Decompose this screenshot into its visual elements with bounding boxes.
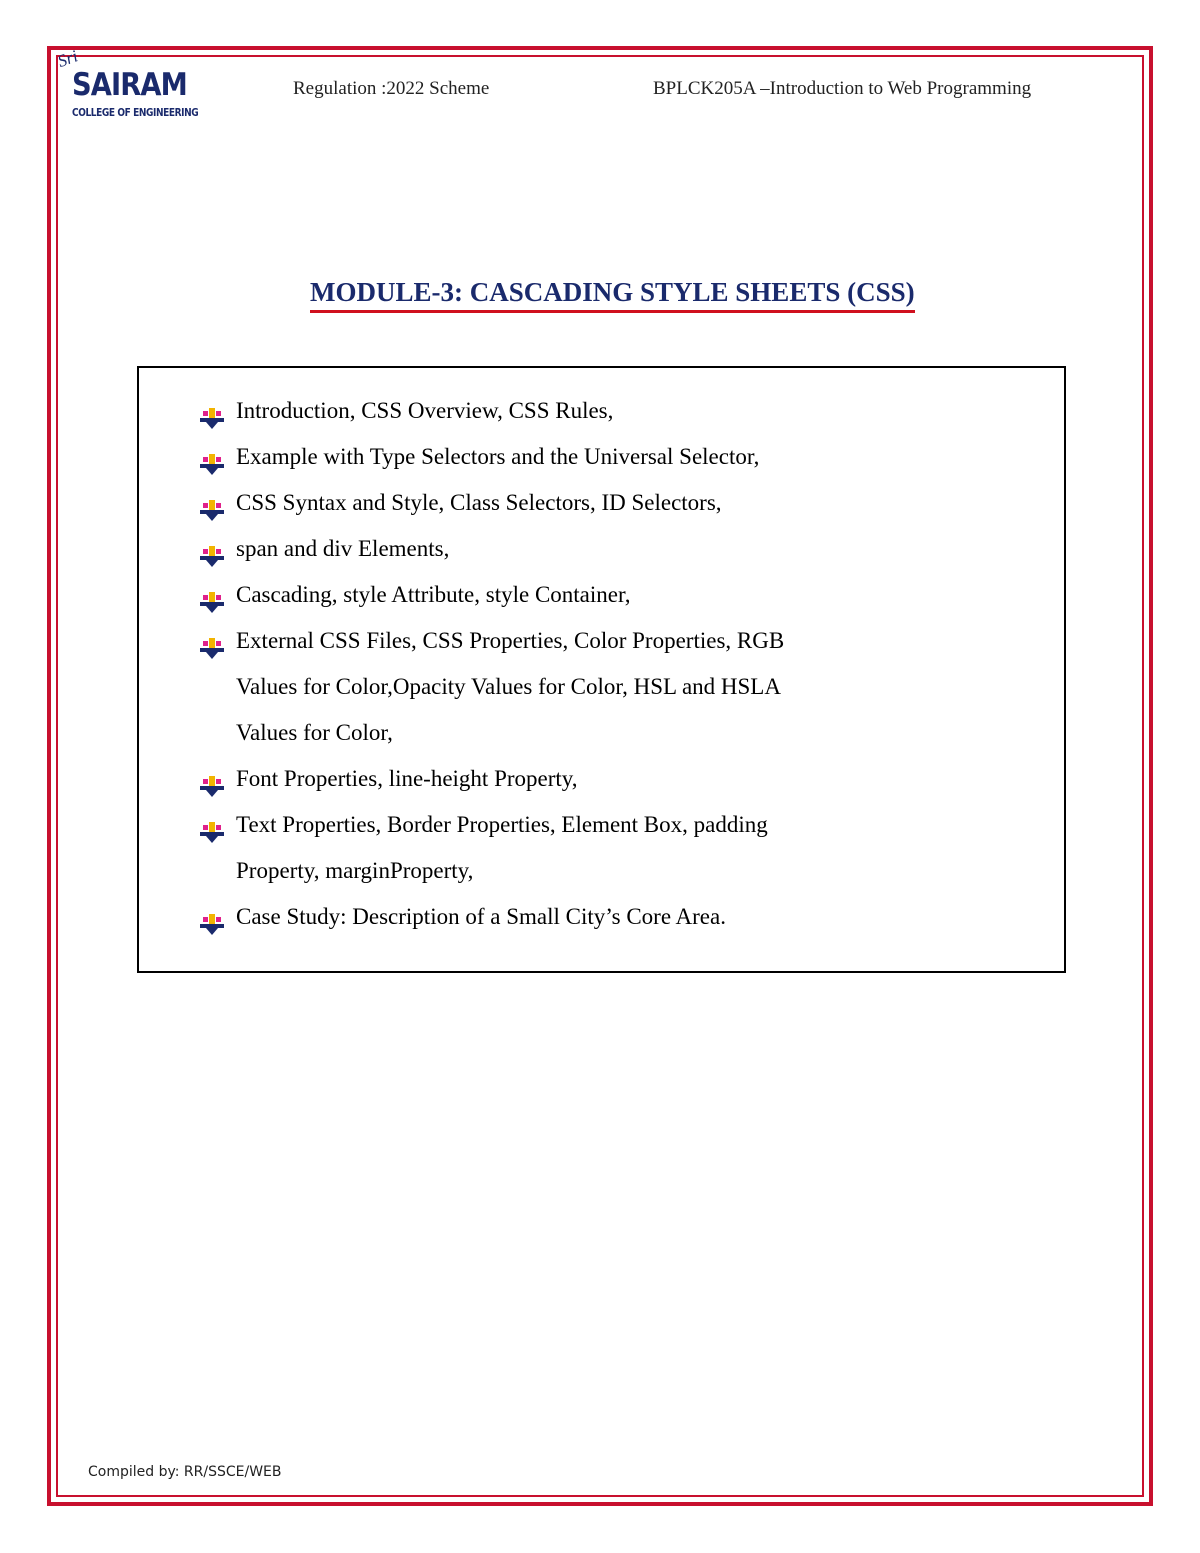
down-arrow-bullet-icon: [200, 538, 224, 560]
down-arrow-bullet-icon: [200, 584, 224, 606]
topic-text-line: Property, marginProperty,: [236, 858, 474, 883]
topic-item: [200, 572, 960, 618]
down-arrow-bullet-icon: [200, 446, 224, 468]
down-arrow-bullet-icon: [200, 768, 224, 790]
logo-sri-text: Sri: [55, 46, 81, 72]
down-arrow-bullet-icon: [200, 906, 224, 928]
footer-compiled: Compiled by: RR/SSCE/WEB: [88, 1464, 282, 1480]
topic-item: [200, 434, 960, 480]
topic-item: [200, 480, 960, 526]
topic-text-line: Example with Type Selectors and the Universal Selector,: [236, 444, 760, 469]
logo-subtitle: COLLEGE OF ENGINEERING: [72, 106, 199, 119]
down-arrow-bullet-icon: [200, 492, 224, 514]
topic-item: [200, 388, 960, 434]
module-title: MODULE-3: CASCADING STYLE SHEETS (CSS): [310, 276, 915, 313]
header-regulation: Regulation :2022 Scheme: [293, 78, 490, 99]
college-logo: [55, 46, 202, 122]
down-arrow-bullet-icon: [200, 814, 224, 836]
topic-item: [200, 802, 960, 894]
topic-text-line: Cascading, style Attribute, style Container,: [236, 582, 631, 607]
topic-item: [200, 894, 960, 940]
down-arrow-bullet-icon: [200, 400, 224, 422]
down-arrow-bullet-icon: [200, 630, 224, 652]
topic-text-line: External CSS Files, CSS Properties, Color Properties, RGB: [236, 628, 785, 653]
header-course: BPLCK205A –Introduction to Web Programming: [653, 78, 1032, 99]
topic-text-line: Values for Color,: [236, 720, 393, 745]
topic-text-line: Introduction, CSS Overview, CSS Rules,: [236, 398, 614, 423]
topic-text-line: span and div Elements,: [236, 536, 450, 561]
topic-item: [200, 618, 960, 756]
logo-name: SAIRAM: [72, 67, 187, 103]
topic-item: [200, 526, 960, 572]
topic-text-line: Case Study: Description of a Small City’s Core Area.: [236, 904, 726, 929]
topic-text-line: Font Properties, line-height Property,: [236, 766, 578, 791]
topic-text-line: Values for Color,Opacity Values for Color, HSL and HSLA: [236, 674, 781, 699]
topic-item: [200, 756, 960, 802]
topic-text-line: Text Properties, Border Properties, Element Box, padding: [236, 812, 768, 837]
topic-list: [200, 388, 960, 940]
topic-text-line: CSS Syntax and Style, Class Selectors, ID Selectors,: [236, 490, 722, 515]
